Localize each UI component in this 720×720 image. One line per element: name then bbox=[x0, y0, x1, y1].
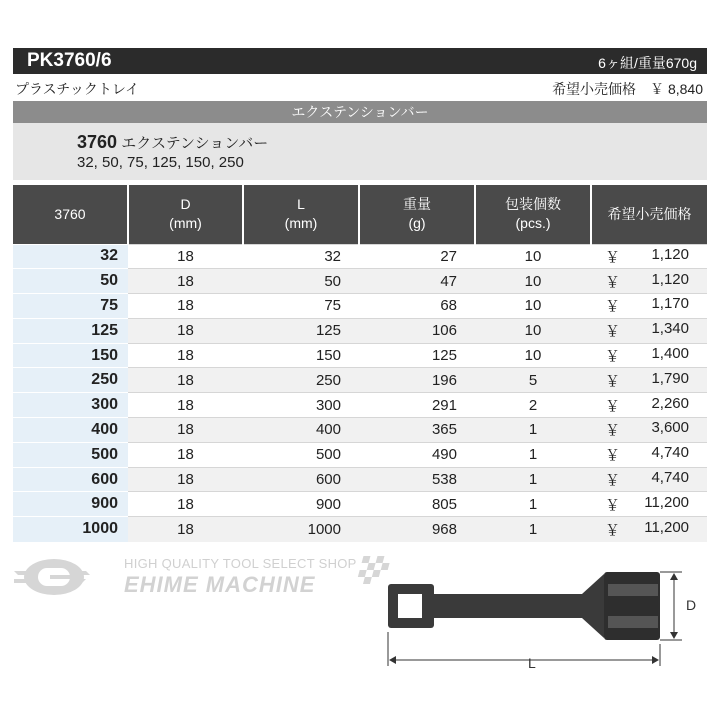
size-cell: 32 bbox=[13, 244, 128, 269]
table-header-row bbox=[13, 185, 707, 244]
yen-symbol: ￥ bbox=[605, 422, 621, 440]
table-row bbox=[13, 343, 707, 368]
yen-symbol: ￥ bbox=[605, 496, 621, 514]
included-sizes: 32, 50, 75, 125, 150, 250 bbox=[77, 154, 244, 171]
sub-info-row bbox=[13, 78, 707, 98]
weight-cell: 490 bbox=[359, 442, 475, 467]
description-box bbox=[13, 123, 707, 180]
weight-cell: 538 bbox=[359, 467, 475, 492]
yen-symbol: ￥ bbox=[605, 521, 621, 539]
price-cell bbox=[591, 517, 707, 542]
d-cell: 18 bbox=[128, 442, 243, 467]
pcs-cell: 10 bbox=[475, 294, 591, 319]
table-row bbox=[13, 467, 707, 492]
pcs-cell: 1 bbox=[475, 517, 591, 542]
table-row bbox=[13, 442, 707, 467]
size-cell: 75 bbox=[13, 294, 128, 319]
tray-label: プラスチックトレイ bbox=[15, 81, 140, 97]
price-value: 1,120 bbox=[651, 270, 689, 288]
price-value: 1,170 bbox=[651, 295, 689, 313]
yen-symbol: ￥ bbox=[605, 248, 621, 266]
table-row bbox=[13, 244, 707, 269]
ehime-logo bbox=[14, 557, 124, 597]
pcs-cell: 1 bbox=[475, 418, 591, 443]
table-row bbox=[13, 418, 707, 443]
pcs-cell: 1 bbox=[475, 467, 591, 492]
d-cell: 18 bbox=[128, 492, 243, 517]
pcs-cell: 10 bbox=[475, 343, 591, 368]
table-row bbox=[13, 269, 707, 294]
pcs-cell: 10 bbox=[475, 269, 591, 294]
price-value: 1,400 bbox=[651, 345, 689, 363]
d-cell: 18 bbox=[128, 318, 243, 343]
yen-symbol: ￥ bbox=[605, 298, 621, 316]
yen-symbol: ￥ bbox=[605, 372, 621, 390]
price-cell bbox=[591, 467, 707, 492]
table-row bbox=[13, 294, 707, 319]
price-value: 4,740 bbox=[651, 444, 689, 462]
size-cell: 250 bbox=[13, 368, 128, 393]
l-cell: 600 bbox=[243, 467, 359, 492]
l-cell: 1000 bbox=[243, 517, 359, 542]
weight-cell: 968 bbox=[359, 517, 475, 542]
description-line bbox=[77, 132, 268, 153]
l-cell: 500 bbox=[243, 442, 359, 467]
yen-symbol: ￥ bbox=[605, 323, 621, 341]
d-cell: 18 bbox=[128, 418, 243, 443]
extension-bar-diagram bbox=[382, 560, 712, 680]
weight-cell: 27 bbox=[359, 244, 475, 269]
d-cell: 18 bbox=[128, 269, 243, 294]
table-row bbox=[13, 318, 707, 343]
model-number: 3760 bbox=[77, 132, 118, 152]
price-value: 4,740 bbox=[651, 469, 689, 487]
d-cell: 18 bbox=[128, 244, 243, 269]
spec-table bbox=[13, 185, 707, 542]
yen-symbol: ￥ bbox=[605, 472, 621, 490]
l-cell: 400 bbox=[243, 418, 359, 443]
yen-symbol: ￥ bbox=[605, 273, 621, 291]
price-cell bbox=[591, 368, 707, 393]
price-cell bbox=[591, 343, 707, 368]
size-cell: 900 bbox=[13, 492, 128, 517]
l-cell: 50 bbox=[243, 269, 359, 294]
table-row bbox=[13, 492, 707, 517]
header-pcs: 包装個数 (pcs.) bbox=[475, 185, 591, 244]
price-value: 11,200 bbox=[644, 493, 689, 511]
price-value: 1,120 bbox=[651, 245, 689, 263]
pcs-cell: 10 bbox=[475, 318, 591, 343]
l-cell: 125 bbox=[243, 318, 359, 343]
shop-tagline: HIGH QUALITY TOOL SELECT SHOP bbox=[124, 556, 357, 571]
price-value: 1,340 bbox=[651, 320, 689, 338]
l-dimension-label: L bbox=[528, 655, 536, 671]
l-cell: 32 bbox=[243, 244, 359, 269]
weight-cell: 805 bbox=[359, 492, 475, 517]
table-row bbox=[13, 368, 707, 393]
l-cell: 75 bbox=[243, 294, 359, 319]
model-name: エクステンションバー bbox=[121, 135, 269, 152]
size-cell: 125 bbox=[13, 318, 128, 343]
d-cell: 18 bbox=[128, 343, 243, 368]
section-title: エクステンションバー bbox=[13, 101, 707, 123]
price-cell bbox=[591, 269, 707, 294]
d-cell: 18 bbox=[128, 294, 243, 319]
yen-symbol: ￥ bbox=[605, 348, 621, 366]
l-cell: 900 bbox=[243, 492, 359, 517]
size-cell: 50 bbox=[13, 269, 128, 294]
pcs-cell: 1 bbox=[475, 492, 591, 517]
size-cell: 500 bbox=[13, 442, 128, 467]
weight-cell: 68 bbox=[359, 294, 475, 319]
yen-symbol: ￥ bbox=[605, 447, 621, 465]
price-value: 3,600 bbox=[651, 419, 689, 437]
header-price: 希望小売価格 bbox=[591, 185, 707, 244]
set-price: 希望小売価格 ￥ 8,840 bbox=[552, 81, 703, 97]
header-l: L (mm) bbox=[243, 185, 359, 244]
weight-cell: 47 bbox=[359, 269, 475, 294]
size-cell: 300 bbox=[13, 393, 128, 418]
size-cell: 1000 bbox=[13, 517, 128, 542]
price-cell bbox=[591, 442, 707, 467]
d-cell: 18 bbox=[128, 393, 243, 418]
price-cell bbox=[591, 492, 707, 517]
set-info: 6ヶ組/重量670g bbox=[598, 55, 697, 71]
table-row bbox=[13, 393, 707, 418]
d-dimension-label: D bbox=[686, 597, 697, 613]
price-cell bbox=[591, 244, 707, 269]
pcs-cell: 5 bbox=[475, 368, 591, 393]
yen-symbol: ￥ bbox=[605, 397, 621, 415]
size-cell: 600 bbox=[13, 467, 128, 492]
price-cell bbox=[591, 294, 707, 319]
d-cell: 18 bbox=[128, 517, 243, 542]
price-cell bbox=[591, 418, 707, 443]
price-value: 2,260 bbox=[651, 394, 689, 412]
header-model: 3760 bbox=[13, 185, 128, 244]
header-d: D (mm) bbox=[128, 185, 243, 244]
weight-cell: 291 bbox=[359, 393, 475, 418]
price-value: 11,200 bbox=[644, 518, 689, 536]
shop-brand: EHIME MACHINE bbox=[124, 572, 316, 597]
weight-cell: 106 bbox=[359, 318, 475, 343]
price-cell bbox=[591, 393, 707, 418]
price-cell bbox=[591, 318, 707, 343]
weight-cell: 125 bbox=[359, 343, 475, 368]
pcs-cell: 10 bbox=[475, 244, 591, 269]
product-header bbox=[13, 48, 707, 74]
pcs-cell: 2 bbox=[475, 393, 591, 418]
header-weight: 重量 (g) bbox=[359, 185, 475, 244]
product-code: PK3760/6 bbox=[27, 50, 112, 71]
table-row bbox=[13, 517, 707, 542]
size-cell: 400 bbox=[13, 418, 128, 443]
l-cell: 150 bbox=[243, 343, 359, 368]
d-cell: 18 bbox=[128, 467, 243, 492]
pcs-cell: 1 bbox=[475, 442, 591, 467]
price-value: 1,790 bbox=[651, 369, 689, 387]
weight-cell: 365 bbox=[359, 418, 475, 443]
size-cell: 150 bbox=[13, 343, 128, 368]
weight-cell: 196 bbox=[359, 368, 475, 393]
l-cell: 300 bbox=[243, 393, 359, 418]
d-cell: 18 bbox=[128, 368, 243, 393]
l-cell: 250 bbox=[243, 368, 359, 393]
